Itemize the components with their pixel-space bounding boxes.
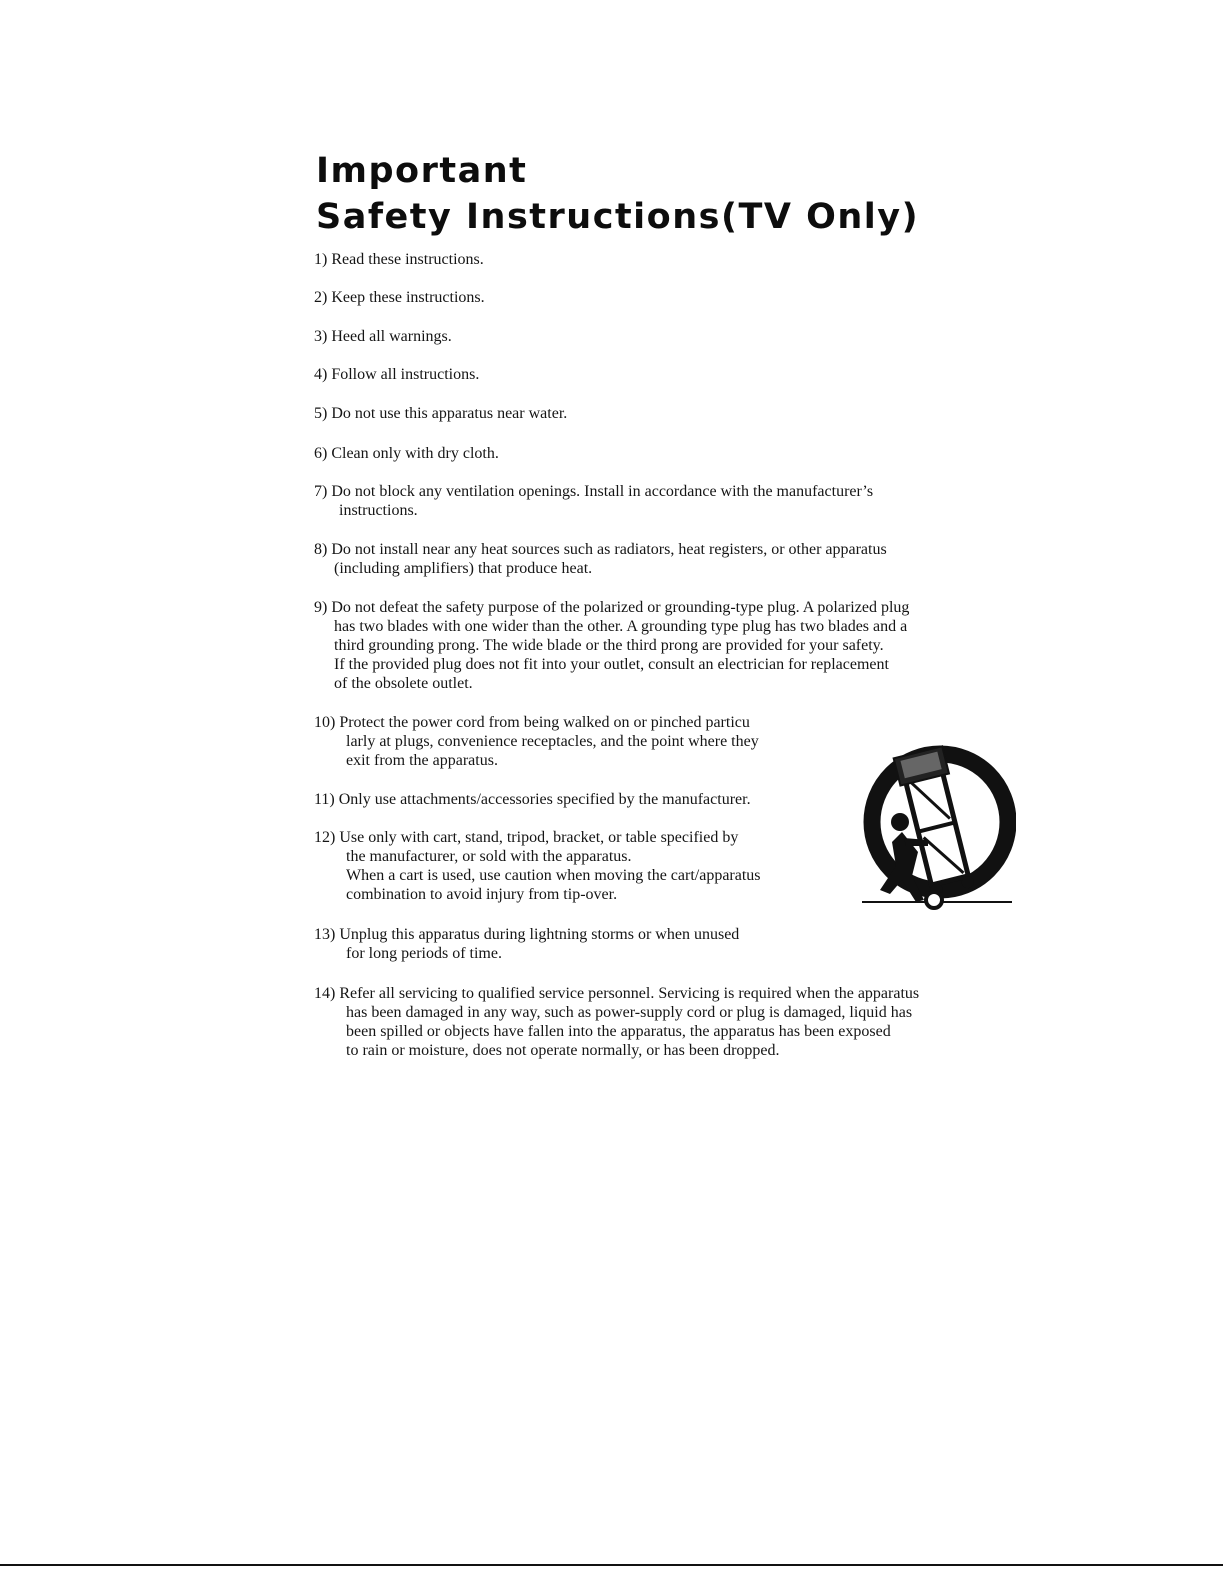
instruction-line: (including amplifiers) that produce heat. xyxy=(334,560,593,577)
instruction-8 xyxy=(314,540,887,578)
instruction-line: of the obsolete outlet. xyxy=(334,675,473,692)
instruction-9 xyxy=(314,598,909,693)
title-line-1: Important xyxy=(316,151,528,191)
instruction-12 xyxy=(314,828,761,904)
instruction-13 xyxy=(314,925,739,963)
instruction-line: 13) Unplug this apparatus during lightning storms or when unused xyxy=(314,926,740,943)
instruction-1 xyxy=(314,250,484,269)
instruction-line: 11) Only use attachments/accessories specified by the manufacturer. xyxy=(314,791,751,808)
instruction-line: 8) Do not install near any heat sources such as radiators, heat registers, or other apparatus xyxy=(314,541,887,558)
instruction-line: exit from the apparatus. xyxy=(346,752,498,769)
instruction-line: for long periods of time. xyxy=(346,945,502,962)
instruction-5 xyxy=(314,404,567,423)
title-line-2: Safety Instructions(TV Only) xyxy=(316,197,920,237)
instruction-line: 3) Heed all warnings. xyxy=(314,328,452,345)
instruction-line: instructions. xyxy=(339,502,418,519)
instruction-line: to rain or moisture, does not operate normally, or has been dropped. xyxy=(346,1042,780,1059)
page-bottom-rule xyxy=(0,1564,1223,1566)
instruction-line: If the provided plug does not fit into your outlet, consult an electrician for replacement xyxy=(334,656,889,673)
instruction-line: has been damaged in any way, such as power-supply cord or plug is damaged, liquid has xyxy=(346,1004,913,1021)
instruction-2 xyxy=(314,288,485,307)
instruction-7 xyxy=(314,482,873,520)
instruction-line: 14) Refer all servicing to qualified service personnel. Servicing is required when the apparatus xyxy=(314,985,920,1002)
instruction-10 xyxy=(314,713,759,770)
instruction-line: 9) Do not defeat the safety purpose of the polarized or grounding-type plug. A polarized plug xyxy=(314,599,910,616)
instruction-line: 6) Clean only with dry cloth. xyxy=(314,445,499,462)
cart-tip-over-warning-icon xyxy=(858,742,1016,910)
instruction-line: 2) Keep these instructions. xyxy=(314,289,485,306)
instruction-line: 4) Follow all instructions. xyxy=(314,366,480,383)
page-title xyxy=(316,148,919,240)
instruction-6 xyxy=(314,444,499,463)
instruction-line: third grounding prong. The wide blade or the third prong are provided for your safety. xyxy=(334,637,884,654)
instruction-line: larly at plugs, convenience receptacles, and the point where they xyxy=(346,733,759,750)
instruction-11 xyxy=(314,790,751,809)
instruction-line: 5) Do not use this apparatus near water. xyxy=(314,405,568,422)
instruction-line: 12) Use only with cart, stand, tripod, bracket, or table specified by xyxy=(314,829,739,846)
instruction-line: the manufacturer, or sold with the apparatus. xyxy=(346,848,632,865)
instruction-line: 10) Protect the power cord from being walked on or pinched particu xyxy=(314,714,750,731)
instruction-line: been spilled or objects have fallen into the apparatus, the apparatus has been exposed xyxy=(346,1023,891,1040)
instruction-line: 1) Read these instructions. xyxy=(314,251,484,268)
instruction-4 xyxy=(314,365,479,384)
instruction-line: 7) Do not block any ventilation openings. Install in accordance with the manufacturer’s xyxy=(314,483,874,500)
instruction-3 xyxy=(314,327,452,346)
instruction-14 xyxy=(314,984,919,1060)
instruction-line: has two blades with one wider than the other. A grounding type plug has two blades and a xyxy=(334,618,908,635)
instruction-line: When a cart is used, use caution when moving the cart/apparatus xyxy=(346,867,761,884)
instruction-line: combination to avoid injury from tip-over. xyxy=(346,886,618,903)
